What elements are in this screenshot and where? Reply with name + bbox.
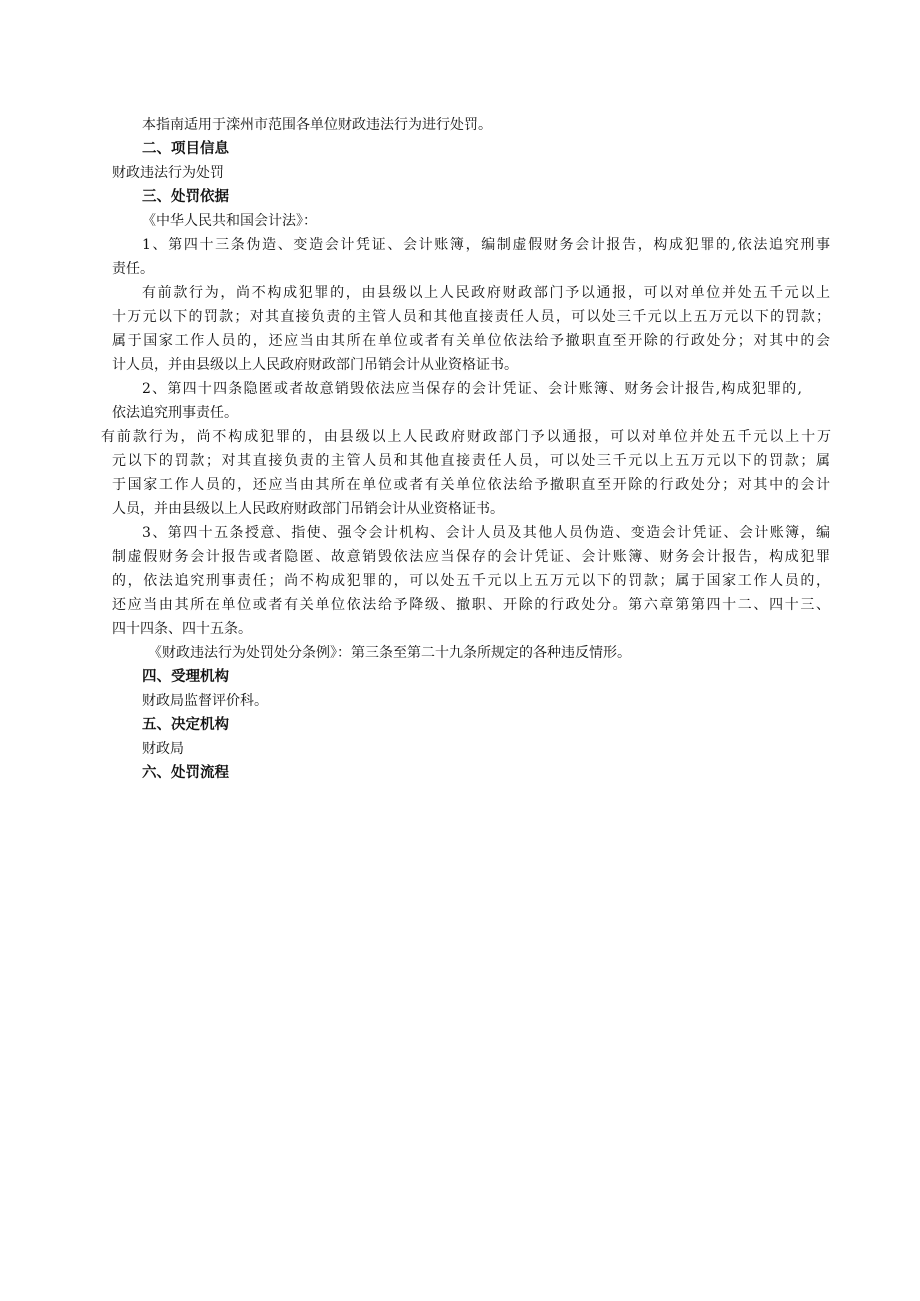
item3-line: 制虚假财务会计报告或者隐匿、故意销毁依法应当保存的会计凭证、会计账簿、财务会计报告，构成犯罪 xyxy=(112,549,830,565)
item3-line: 四十四条、四十五条。 xyxy=(112,621,252,637)
section-heading-penalty-basis: 三、处罚依据 xyxy=(142,189,229,205)
section-heading-accepting-agency: 四、受理机构 xyxy=(142,669,229,685)
item1-sub-line: 计人员，并由县级以上人民政府财政部门吊销会计从业资格证书。 xyxy=(112,357,518,373)
section-heading-penalty-process: 六、处罚流程 xyxy=(142,765,229,781)
item1-sub-line: 有前款行为，尚不构成犯罪的，由县级以上人民政府财政部门予以通报，可以对单位并处五千元以上 xyxy=(142,285,830,301)
item1-sub-line: 属于国家工作人员的，还应当由其所在单位或者有关单位依法给予撤职直至开除的行政处分；对其中的会 xyxy=(112,333,830,349)
item2-sub-line: 元以下的罚款；对其直接负责的主管人员和其他直接责任人员，可以处三千元以上五万元以下的罚款；属 xyxy=(112,453,830,469)
item1-sub-line: 十万元以下的罚款；对其直接负责的主管人员和其他直接责任人员，可以处三千元以上五万元以下的罚款； xyxy=(112,309,830,325)
deciding-agency-body: 财政局 xyxy=(142,741,184,757)
item1-line: 责任。 xyxy=(112,261,154,277)
item3-line: 3、第四十五条授意、指使、强令会计机构、会计人员及其他人员伪造、变造会计凭证、会计账簿，编 xyxy=(142,525,830,541)
item3-line: 还应当由其所在单位或者有关单位依法给予降级、撤职、开除的行政处分。第六章第第四十二、四十三、 xyxy=(112,597,830,613)
section-heading-project-info: 二、项目信息 xyxy=(142,141,229,157)
penalty-regulation-line: 《财政违法行为处罚处分条例》：第三条至第二十九条所规定的各种违反情形。 xyxy=(148,645,631,661)
item2-sub-line: 于国家工作人员的，还应当由其所在单位或者有关单位依法给予撤职直至开除的行政处分；对其中的会计 xyxy=(112,477,830,493)
item3-line: 的，依法追究刑事责任；尚不构成犯罪的，可以处五千元以上五万元以下的罚款；属于国家工作人员的， xyxy=(112,573,830,589)
item2-line: 2、第四十四条隐匿或者故意销毁依法应当保存的会计凭证、会计账簿、财务会计报告,构成犯罪的, xyxy=(142,381,802,397)
item2-sub-line: 人员，并由县级以上人民政府财政部门吊销会计从业资格证书。 xyxy=(112,501,504,517)
item1-line: 1、第四十三条伪造、变造会计凭证、会计账簿，编制虚假财务会计报告，构成犯罪的,依法追究刑事 xyxy=(142,237,830,253)
intro-paragraph: 本指南适用于滦州市范围各单位财政违法行为进行处罚。 xyxy=(142,117,492,133)
section-heading-deciding-agency: 五、决定机构 xyxy=(142,717,229,733)
accepting-agency-body: 财政局监督评价科。 xyxy=(142,693,268,709)
item2-line: 依法追究刑事责任。 xyxy=(112,405,238,421)
item2-sub-line: 有前款行为，尚不构成犯罪的，由县级以上人民政府财政部门予以通报，可以对单位并处五千元以上十万 xyxy=(101,429,831,445)
accounting-law-title: 《中华人民共和国会计法》： xyxy=(142,213,317,229)
project-info-body: 财政违法行为处罚 xyxy=(112,165,224,181)
